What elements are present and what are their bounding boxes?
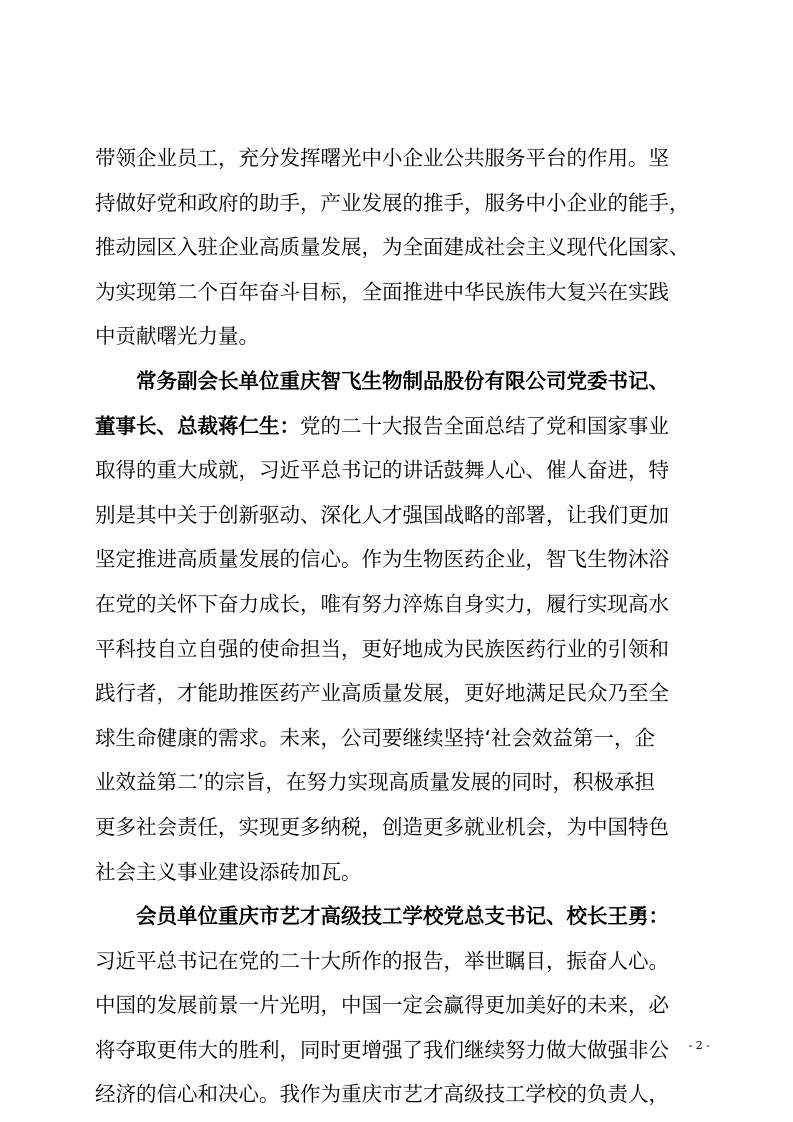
paragraph-2-line-11: 更多社会责任，实现更多纳税，创造更多就业机会，为中国特色 bbox=[95, 814, 669, 839]
paragraph-2-line-7: 平科技自立自强的使命担当，更好地成为民族医药行业的引领和 bbox=[95, 636, 669, 661]
paragraph-2-line-2-text: 党的二十大报告全面总结了党和国家事业 bbox=[300, 413, 669, 438]
paragraph-2-line-2 bbox=[95, 404, 699, 449]
paragraph-1-line-1: 带领企业员工，充分发挥曙光中小企业公共服务平台的作用。坚 bbox=[95, 146, 669, 170]
paragraph-3-line-5: 经济的信心和决心。我作为重庆市艺才高级技工学校的负责人， bbox=[95, 1082, 669, 1107]
page-number: - 2 - bbox=[688, 1039, 710, 1052]
paragraph-2-heading-line-1: 常务副会长单位重庆智飞生物制品股份有限公司党委书记、 bbox=[136, 368, 669, 393]
paragraph-2-line-4: 别是其中关于创新驱动、深化人才强国战略的部署，让我们更加 bbox=[95, 502, 669, 527]
paragraph-3-heading-line-1: 会员单位重庆市艺才高级技工学校党总支书记、校长王勇： bbox=[136, 904, 669, 929]
paragraph-3-line-3: 中国的发展前景一片光明，中国一定会赢得更加美好的未来，必 bbox=[95, 993, 669, 1018]
paragraph-2-line-3: 取得的重大成就，习近平总书记的讲话鼓舞人心、催人奋进，特 bbox=[95, 458, 669, 483]
paragraph-1-line-4: 为实现第二个百年奋斗目标，全面推进中华民族伟大复兴在实践 bbox=[95, 279, 669, 304]
paragraph-1-line-5: 中贡献曙光力量。 bbox=[95, 324, 259, 349]
paragraph-3-line-4: 将夺取更伟大的胜利，同时更增强了我们继续努力做大做强非公 bbox=[95, 1037, 669, 1062]
paragraph-2-line-5: 坚定推进高质量发展的信心。作为生物医药企业，智飞生物沐浴 bbox=[95, 547, 669, 572]
paragraph-1-line-2: 持做好党和政府的助手，产业发展的推手，服务中小企业的能手， bbox=[95, 190, 690, 215]
paragraph-2-line-12: 社会主义事业建设添砖加瓦。 bbox=[95, 859, 362, 884]
paragraph-2-line-8: 践行者，才能助推医药产业高质量发展，更好地满足民众乃至全 bbox=[95, 681, 669, 706]
body-text bbox=[95, 136, 699, 1117]
paragraph-2-line-6: 在党的关怀下奋力成长，唯有努力淬炼自身实力，履行实现高水 bbox=[95, 591, 669, 616]
paragraph-2-line-9: 球生命健康的需求。未来，公司要继续坚持‘社会效益第一，企 bbox=[95, 725, 656, 750]
paragraph-1-line-3: 推动园区入驻企业高质量发展，为全面建成社会主义现代化国家、 bbox=[95, 235, 690, 260]
paragraph-2-heading-line-2: 董事长、总裁蒋仁生： bbox=[95, 413, 300, 438]
paragraph-3-line-2: 习近平总书记在党的二十大所作的报告，举世瞩目，振奋人心。 bbox=[95, 948, 669, 973]
paragraph-2-line-10: 业效益第二’的宗旨，在努力实现高质量发展的同时，积极承担 bbox=[95, 770, 656, 795]
